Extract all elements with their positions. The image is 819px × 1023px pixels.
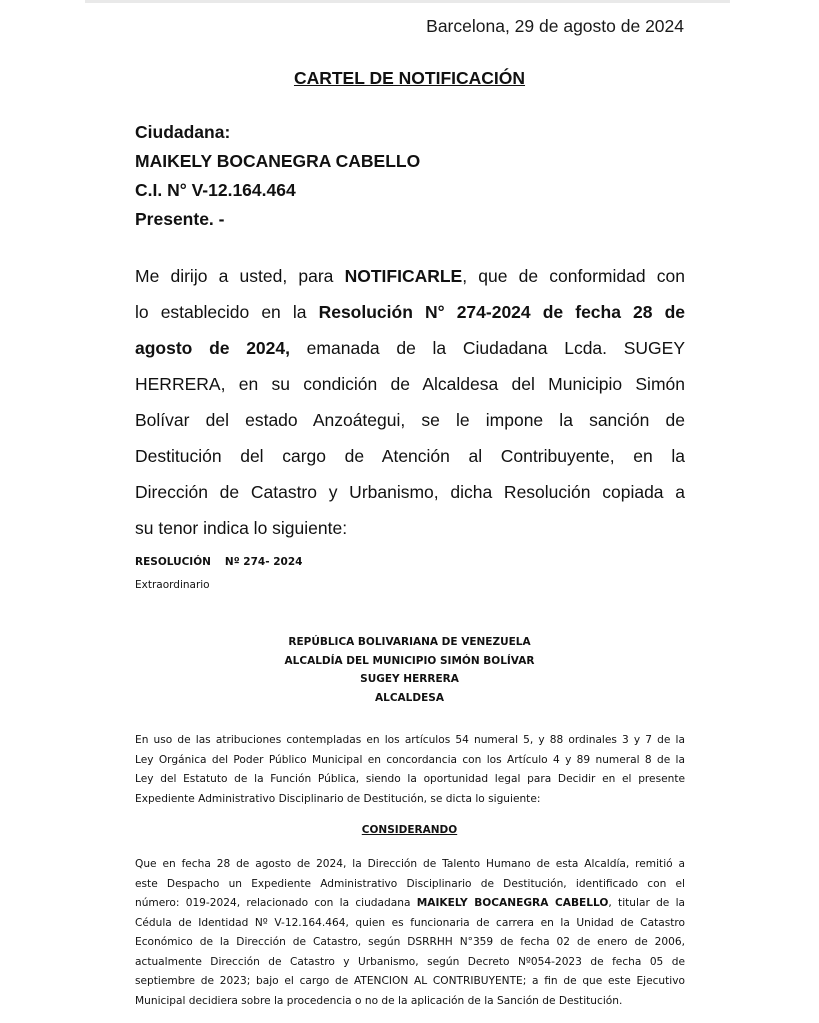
bold-text: NOTIFICARLE [344,266,463,286]
text-segment: , titular de la [608,897,686,909]
recipient-name: MAIKELY BOCANEGRA CABELLO [135,151,421,171]
recipient-id: C.I. N° V-12.164.464 [135,180,296,200]
recipient-block [135,118,420,234]
text-segment: Cédula de Identidad Nº V-12.164.464, quien es funcionaria de carrera en la Unidad de Catastro [135,916,685,929]
text-line [135,510,685,546]
text-line [135,894,685,914]
header-line: ALCALDESA [375,691,444,704]
preamble-line: Ley Orgánica del Poder Público Municipal en concordancia con los Artículo 4 y 89 numeral 8 de la [135,753,685,766]
bold-text: Resolución N° 274-2024 de fecha 28 de [318,302,685,322]
header-line: ALCALDÍA DEL MUNICIPIO SIMÓN BOLÍVAR [284,654,535,667]
text-line [135,294,685,330]
preamble-paragraph [135,731,685,809]
text-line [135,972,685,992]
text-segment: Que en fecha 28 de agosto de 2024, la Dirección de Talento Humano de esta Alcaldía, remitió a [135,858,685,870]
text-line [135,438,685,474]
text-line [135,933,685,953]
preamble-line: Expediente Administrativo Disciplinario de Destitución, se dicta lo siguiente: [135,792,541,805]
header-line: SUGEY HERRERA [360,673,459,685]
text-line [135,474,685,510]
text-line [135,366,685,402]
text-segment: , que de conformidad con [462,266,685,286]
text-segment: septiembre de 2023; bajo el cargo de ATENCION AL CONTRIBUYENTE; a fin de que este Ejecutivo [135,975,685,987]
document-title: CARTEL DE NOTIFICACIÓN [293,68,526,88]
header-line: REPÚBLICA BOLIVARIANA DE VENEZUELA [288,636,531,648]
notification-paragraph [135,258,685,546]
page-top-edge [85,0,730,3]
text-line [135,992,685,1012]
text-segment: emanada de la Ciudadana Lcda. SUGEY [289,338,685,358]
text-segment: número: 019-2024, relacionado con la ciudadana [135,897,417,909]
text-segment: actualmente Dirección de Catastro y Urbanismo, según Decreto Nº054-2023 de fecha 05 de [135,955,685,968]
resolution-label: RESOLUCIÓN [135,556,211,568]
preamble-line: Ley del Estatuto de la Función Pública, siendo la oportunidad legal para Decidir en el presente [135,773,685,785]
text-line [135,914,685,934]
text-segment: HERRERA, en su condición de Alcaldesa del Municipio Simón [135,374,685,394]
text-line [135,258,685,294]
bold-text: MAIKELY BOCANEGRA CABELLO [416,897,609,909]
considerando-paragraph [135,855,685,1011]
resolution-number [135,556,302,568]
recipient-label: Ciudadana: [135,122,231,142]
text-segment: Destitución del cargo de Atención al Contribuyente, en la [135,446,685,466]
text-segment: Dirección de Catastro y Urbanismo, dicha Resolución copiada a [135,482,685,502]
text-segment: su tenor indica lo siguiente: [135,518,348,538]
text-segment: Me dirijo a usted, para [135,266,345,286]
resolution-num: Nº 274- 2024 [224,556,303,568]
text-line [135,875,685,895]
text-segment: Económico de la Dirección de Catastro, según DSRRHH N°359 de fecha 02 de enero de 2006, [135,936,685,948]
preamble-line: En uso de las atribuciones contempladas en los artículos 54 numeral 5, y 88 ordinales 3 y 7 de la [135,734,685,746]
recipient-closing: Presente. - [135,209,225,229]
resolution-header [0,633,819,707]
letter-date: Barcelona, 29 de agosto de 2024 [426,16,684,36]
text-segment: Bolívar del estado Anzoátegui, se le impone la sanción de [135,410,685,430]
text-segment: este Despacho un Expediente Administrativo Disciplinario de Destitución, identificado con el [135,877,685,890]
considerando-heading: CONSIDERANDO [361,824,458,836]
text-line [135,330,685,366]
bold-text: agosto de 2024, [135,338,290,358]
text-segment: lo establecido en la [135,302,319,322]
text-line [135,855,685,875]
resolution-type: Extraordinario [135,579,210,591]
text-line [135,953,685,973]
text-line [135,402,685,438]
text-segment: Municipal decidiera sobre la procedencia o no de la aplicación de la Sanción de Destitución. [135,994,623,1007]
